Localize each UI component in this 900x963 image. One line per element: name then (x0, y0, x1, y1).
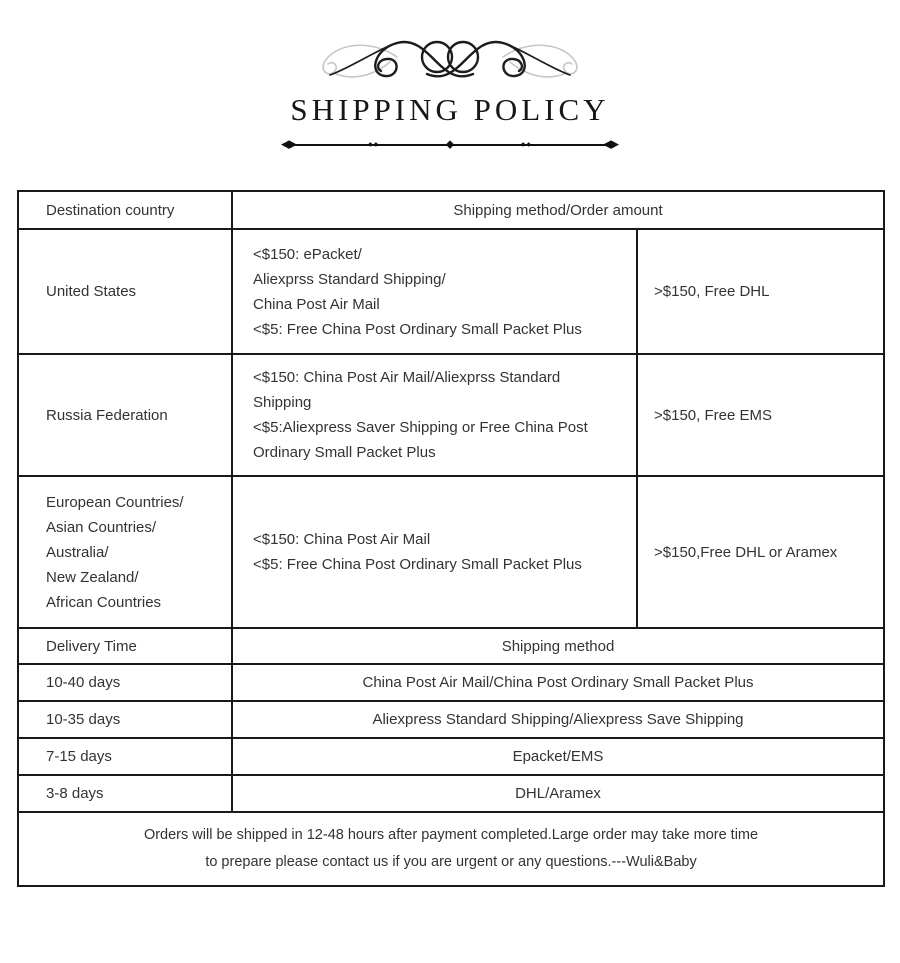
amount-cell: >$150, Free EMS (637, 354, 884, 476)
diamond-arrow-icon: ◆ (280, 138, 298, 151)
delivery-header-row (18, 628, 884, 664)
small-diamonds-icon: ◆◆ (368, 142, 380, 148)
days-cell: 3-8 days (18, 775, 232, 812)
table-header-row (18, 191, 884, 229)
shipping-policy-page (0, 30, 900, 887)
delivery-method-cell: China Post Air Mail/China Post Ordinary Small Packet Plus (232, 664, 884, 701)
method-line: <$150: China Post Air Mail/Aliexprss Standard (253, 369, 561, 386)
days-cell: 10-40 days (18, 664, 232, 701)
method-line: <$5:Aliexpress Saver Shipping or Free China Post (253, 419, 588, 436)
days-cell: 10-35 days (18, 701, 232, 738)
method-line: <$5: Free China Post Ordinary Small Packet Plus (253, 556, 582, 573)
days-cell: 7-15 days (18, 738, 232, 775)
small-diamonds-icon: ◆◆ (520, 142, 532, 148)
footer-note-cell (18, 812, 884, 886)
table-row-european-countries (18, 476, 884, 628)
delivery-method-cell: Epacket/EMS (232, 738, 884, 775)
method-line: Ordinary Small Packet Plus (253, 444, 436, 461)
page-title: SHIPPING POLICY (290, 92, 610, 127)
country-line: African Countries (46, 593, 162, 611)
method-cell (232, 476, 637, 628)
method-line: Shipping (253, 394, 312, 411)
method-line: Aliexprss Standard Shipping/ (253, 270, 446, 288)
delivery-method-cell: Aliexpress Standard Shipping/Aliexpress Save Shipping (232, 701, 884, 738)
diamond-divider (280, 137, 620, 153)
country-line: Asian Countries/ (46, 518, 157, 536)
method-line: <$150: China Post Air Mail (253, 531, 431, 548)
amount-cell: >$150,Free DHL or Aramex (637, 476, 884, 628)
table-row-russia-federation (18, 354, 884, 476)
delivery-row (18, 701, 884, 738)
header-shipping-method-cell: Shipping method/Order amount (232, 191, 884, 229)
flourish-icon (300, 30, 600, 90)
country-line: European Countries/ (46, 493, 184, 511)
method-cell (232, 229, 637, 354)
delivery-row (18, 775, 884, 812)
country-line: New Zealand/ (46, 568, 139, 586)
footer-note-row (18, 812, 884, 886)
country-cell (18, 476, 232, 628)
diamond-icon: ◆ (445, 138, 455, 151)
method-cell (232, 354, 637, 476)
method-line: <$150: ePacket/ (253, 245, 362, 263)
delivery-row (18, 664, 884, 701)
country-cell: United States (18, 229, 232, 354)
method-line: <$5: Free China Post Ordinary Small Packet Plus (253, 320, 582, 338)
delivery-method-cell: DHL/Aramex (232, 775, 884, 812)
diamond-arrow-icon: ◆ (602, 138, 620, 151)
delivery-time-label-cell: Delivery Time (18, 628, 232, 664)
header-destination-country-cell: Destination country (18, 191, 232, 229)
shipping-method-label-cell: Shipping method (232, 628, 884, 664)
method-line: China Post Air Mail (253, 295, 380, 313)
footer-line: Orders will be shipped in 12-48 hours after payment completed.Large order may take more time (143, 827, 759, 843)
footer-line: to prepare please contact us if you are urgent or any questions.---Wuli&Baby (205, 854, 697, 870)
table-row-united-states (18, 229, 884, 354)
shipping-policy-table (17, 190, 885, 887)
amount-cell: >$150, Free DHL (637, 229, 884, 354)
delivery-row (18, 738, 884, 775)
country-cell: Russia Federation (18, 354, 232, 476)
country-line: Australia/ (46, 543, 109, 561)
